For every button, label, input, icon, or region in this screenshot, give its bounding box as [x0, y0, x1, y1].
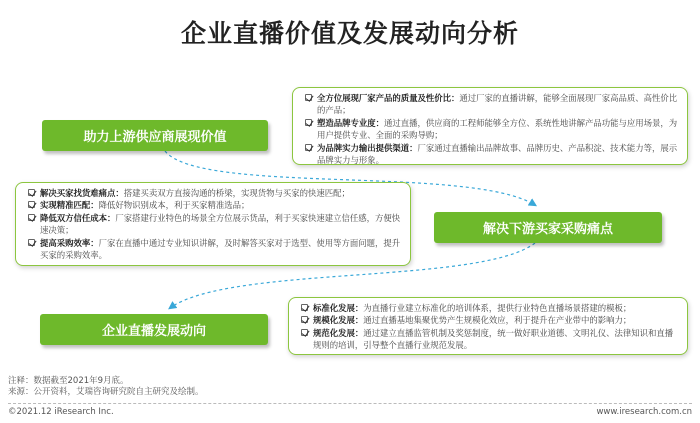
upstream-value-box: 助力上游供应商展现价值 — [42, 120, 268, 151]
checkbox-bullet-icon — [301, 316, 308, 323]
checkbox-bullet-icon — [305, 144, 312, 151]
list-item: 规模化发展：通过直播基地集聚优势产生规模化效应，利于提升在产业带中的影响力； — [301, 314, 679, 326]
upstream-detail-card — [292, 87, 688, 165]
checkbox-bullet-icon — [301, 304, 308, 311]
list-item: 为品牌实力输出提供渠道：厂家通过直播输出品牌故事、品牌历史、产品积淀、技术能力等，展示品牌实力与形象。 — [305, 142, 679, 167]
checkbox-bullet-icon — [28, 214, 35, 221]
list-item: 规范化发展：通过建立直播监管机制及奖惩制度，统一做好职业道德、文明礼仪、法律知识和直播规则的培训，引导整个直播行业规范发展。 — [301, 327, 679, 352]
checkbox-bullet-icon — [305, 94, 312, 101]
checkbox-bullet-icon — [28, 201, 35, 208]
downstream-detail-card — [15, 182, 411, 266]
website-text: www.iresearch.com.cn — [596, 407, 692, 417]
list-item: 解决买家找货难痛点：搭建买卖双方直接沟通的桥梁，实现货物与买家的快速匹配； — [28, 187, 402, 199]
list-item: 全方位展现厂家产品的质量及性价比：通过厂家的直播讲解，能够全面展现厂家高品质、高性价比的产品； — [305, 92, 679, 117]
checkbox-bullet-icon — [28, 239, 35, 246]
copyright-text: ©2021.12 iResearch Inc. — [8, 407, 114, 417]
trend-box: 企业直播发展动向 — [40, 314, 268, 345]
list-item: 标准化发展：为直播行业建立标准化的培训体系，提供行业特色直播场景搭建的模板； — [301, 302, 679, 314]
downstream-pain-box: 解决下游买家采购痛点 — [434, 212, 662, 243]
trend-detail-card — [288, 297, 688, 355]
list-item: 塑造品牌专业度：通过直播，供应商的工程师能够全方位、系统性地讲解产品功能与应用场景，为用户提供专业、全面的采购导购； — [305, 117, 679, 142]
checkbox-bullet-icon — [28, 189, 35, 196]
checkbox-bullet-icon — [305, 119, 312, 126]
list-item: 降低双方信任成本：厂家搭建行业特色的场景全方位展示货品，利于买家快速建立信任感，方便快速决策； — [28, 212, 402, 237]
page-title: 企业直播价值及发展动向分析 — [180, 19, 519, 48]
checkbox-bullet-icon — [301, 329, 308, 336]
list-item: 实现精准匹配：降低好物识别成本，利于买家精准选品； — [28, 199, 402, 211]
notes — [8, 376, 204, 398]
note-text: 注释：数据截至2021年9月底。 — [8, 376, 129, 386]
footer-divider — [8, 403, 692, 404]
source-text: 来源：公开资料，艾瑞咨询研究院自主研究及绘制。 — [8, 387, 204, 397]
list-item: 提高采购效率：厂家在直播中通过专业知识讲解，及时解答买家对于选型、使用等方面问题，提升买家的采购效率。 — [28, 237, 402, 262]
